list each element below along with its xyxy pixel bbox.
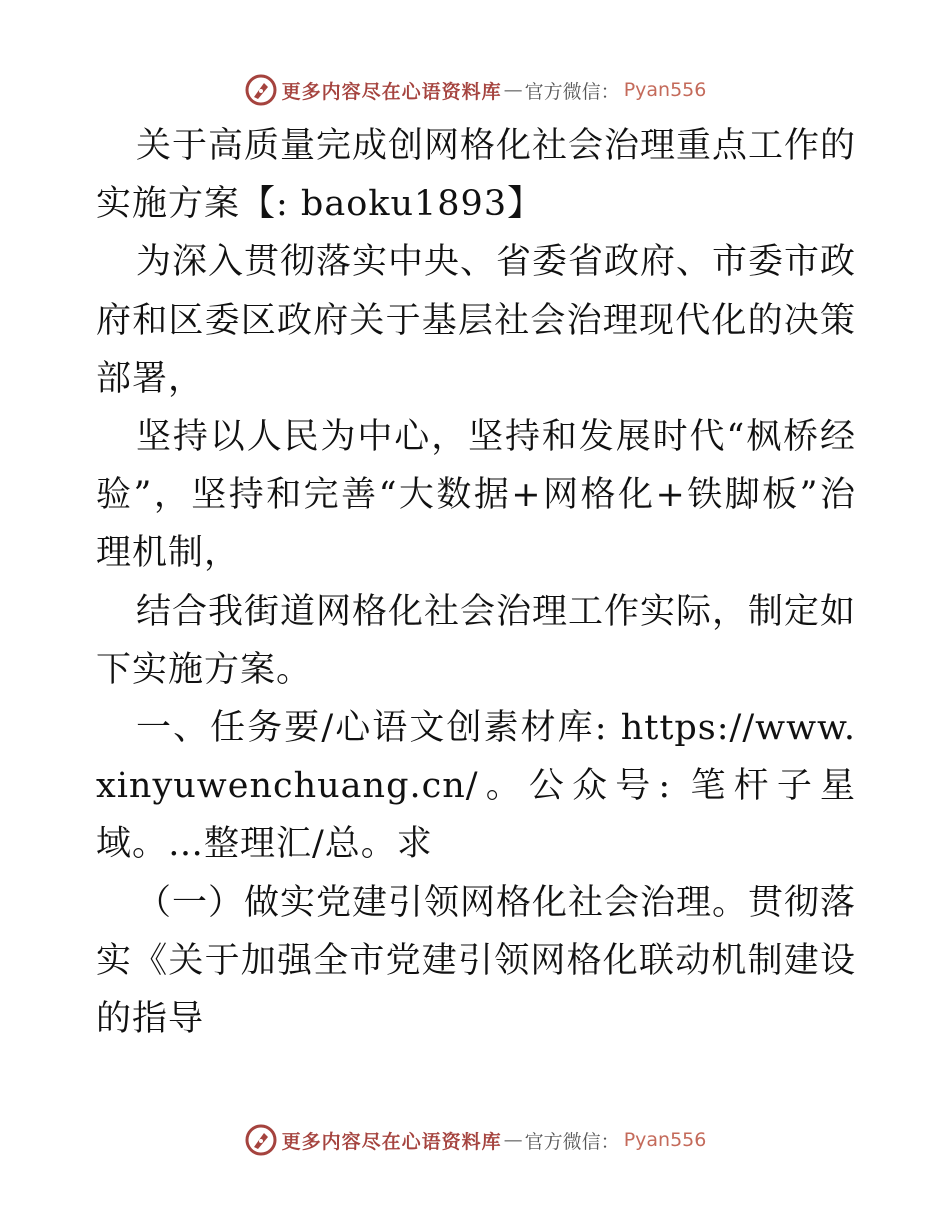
section-heading-tasks: 一、任务要/心语文创素材库: https://www.xinyuwenchuang.cn/。公众号: 笔杆子星域。…整理汇/总。求 (96, 708, 856, 865)
subsection-party-building: （一）做实党建引领网格化社会治理。贯彻落实《关于加强全市党建引领网格化联动机制建设的指导 (96, 882, 857, 1040)
paragraph-principles: 坚持以人民为中心，坚持和发展时代“枫桥经验”，坚持和完善“大数据+网格化+铁脚板”治理机制， (96, 417, 856, 574)
pen-nib-circle-icon (244, 73, 278, 107)
header-watermark (0, 70, 950, 110)
paragraph-intro: 为深入贯彻落实中央、省委省政府、市委市政府和区委区政府关于基层社会治理现代化的决策部署， (96, 242, 857, 399)
pen-nib-circle-icon (244, 1123, 278, 1157)
paragraph-context: 结合我街道网格化社会治理工作实际，制定如下实施方案。 (96, 591, 857, 690)
watermark-wechat-id: Pyan556 (623, 79, 707, 101)
watermark-dash: — (503, 79, 523, 101)
document-body (96, 117, 856, 1048)
document-title: 关于高质量完成创网格化社会治理重点工作的实施方案【: baoku1893】 (96, 126, 857, 225)
watermark-label: 官方微信： (524, 80, 620, 103)
watermark-brand-text: 更多内容尽在心语资料库 (281, 80, 502, 103)
watermark-dash: — (503, 1129, 523, 1151)
watermark-label: 官方微信： (524, 1130, 620, 1153)
footer-watermark (0, 1120, 950, 1160)
watermark-wechat-id: Pyan556 (623, 1129, 707, 1151)
watermark-brand-text: 更多内容尽在心语资料库 (281, 1130, 502, 1153)
